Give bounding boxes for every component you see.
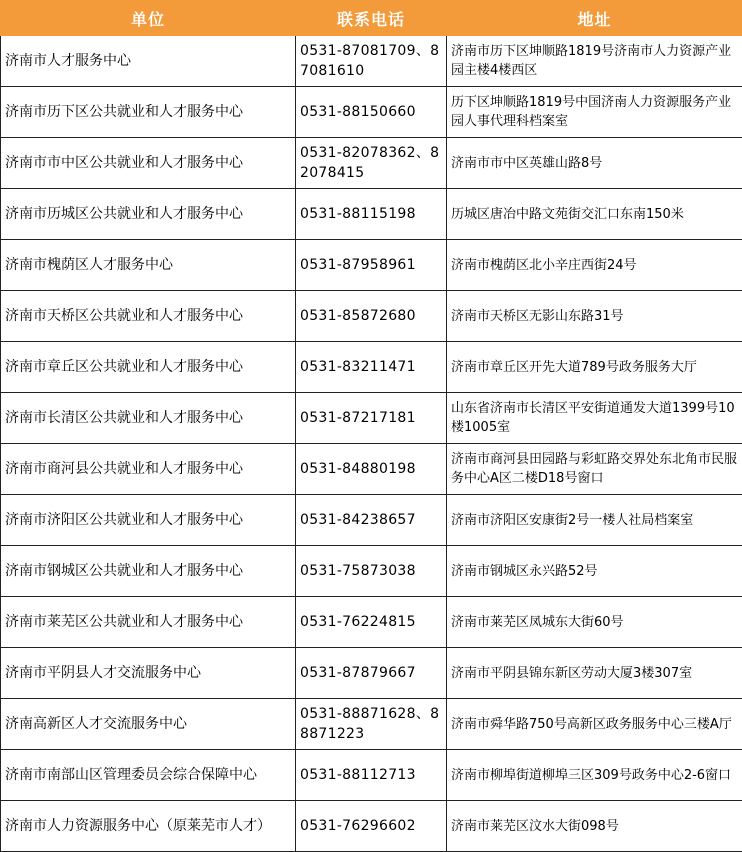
table-row xyxy=(1,444,742,495)
address-cell: 济南市天桥区无影山东路31号 xyxy=(447,291,742,342)
address-cell: 济南市历下区坤顺路1819号济南市人力资源产业园主楼4楼西区 xyxy=(447,36,742,87)
phone-cell: 0531-76224815 xyxy=(296,597,447,648)
address-cell: 济南市章丘区开先大道789号政务服务大厅 xyxy=(447,342,742,393)
table-row xyxy=(1,495,742,546)
phone-cell: 0531-88112713 xyxy=(296,750,447,801)
table-row xyxy=(1,87,742,138)
table-header xyxy=(1,1,742,36)
address-cell: 济南市商河县田园路与彩虹路交界处东北角市民服务中心A区二楼D18号窗口 xyxy=(447,444,742,495)
phone-cell: 0531-88871628、88871223 xyxy=(296,699,447,750)
table-row xyxy=(1,699,742,750)
address-cell: 济南市济阳区安康街2号一楼人社局档案室 xyxy=(447,495,742,546)
phone-cell: 0531-82078362、82078415 xyxy=(296,138,447,189)
unit-cell: 济南市天桥区公共就业和人才服务中心 xyxy=(1,291,296,342)
address-cell: 济南市平阴县锦东新区劳动大厦3楼307室 xyxy=(447,648,742,699)
table-row xyxy=(1,546,742,597)
phone-cell: 0531-87217181 xyxy=(296,393,447,444)
phone-cell: 0531-83211471 xyxy=(296,342,447,393)
table-row xyxy=(1,36,742,87)
address-cell: 济南市莱芜区凤城东大街60号 xyxy=(447,597,742,648)
header-address: 地址 xyxy=(447,1,742,36)
phone-cell: 0531-87081709、87081610 xyxy=(296,36,447,87)
unit-cell: 济南市平阴县人才交流服务中心 xyxy=(1,648,296,699)
unit-cell: 济南市商河县公共就业和人才服务中心 xyxy=(1,444,296,495)
unit-cell: 济南市长清区公共就业和人才服务中心 xyxy=(1,393,296,444)
table-row xyxy=(1,750,742,801)
phone-cell: 0531-88150660 xyxy=(296,87,447,138)
table-row xyxy=(1,393,742,444)
header-row xyxy=(1,1,742,36)
unit-cell: 济南市人才服务中心 xyxy=(1,36,296,87)
phone-cell: 0531-76296602 xyxy=(296,801,447,852)
unit-cell: 济南市市中区公共就业和人才服务中心 xyxy=(1,138,296,189)
table-row xyxy=(1,240,742,291)
table-row xyxy=(1,291,742,342)
address-cell: 济南市钢城区永兴路52号 xyxy=(447,546,742,597)
phone-cell: 0531-85872680 xyxy=(296,291,447,342)
table-row xyxy=(1,138,742,189)
unit-cell: 济南市人力资源服务中心（原莱芜市人才） xyxy=(1,801,296,852)
header-phone: 联系电话 xyxy=(296,1,447,36)
unit-cell: 济南市章丘区公共就业和人才服务中心 xyxy=(1,342,296,393)
address-cell: 济南市槐荫区北小辛庄西街24号 xyxy=(447,240,742,291)
table-row xyxy=(1,597,742,648)
table-row xyxy=(1,648,742,699)
unit-cell: 济南市历城区公共就业和人才服务中心 xyxy=(1,189,296,240)
unit-cell: 济南市历下区公共就业和人才服务中心 xyxy=(1,87,296,138)
phone-cell: 0531-87879667 xyxy=(296,648,447,699)
address-cell: 山东省济南市长清区平安街道通发大道1399号10楼1005室 xyxy=(447,393,742,444)
phone-cell: 0531-87958961 xyxy=(296,240,447,291)
unit-cell: 济南市槐荫区人才服务中心 xyxy=(1,240,296,291)
address-cell: 济南市市中区英雄山路8号 xyxy=(447,138,742,189)
table-row xyxy=(1,189,742,240)
address-cell: 济南市柳埠街道柳埠三区309号政务中心2-6窗口 xyxy=(447,750,742,801)
address-cell: 历城区唐冶中路文苑街交汇口东南150米 xyxy=(447,189,742,240)
unit-cell: 济南市莱芜区公共就业和人才服务中心 xyxy=(1,597,296,648)
address-cell: 济南市莱芜区汶水大街098号 xyxy=(447,801,742,852)
table-body xyxy=(1,36,742,852)
unit-cell: 济南市济阳区公共就业和人才服务中心 xyxy=(1,495,296,546)
phone-cell: 0531-84238657 xyxy=(296,495,447,546)
phone-cell: 0531-84880198 xyxy=(296,444,447,495)
header-unit: 单位 xyxy=(1,1,296,36)
phone-cell: 0531-88115198 xyxy=(296,189,447,240)
unit-cell: 济南市南部山区管理委员会综合保障中心 xyxy=(1,750,296,801)
table-row xyxy=(1,801,742,852)
unit-cell: 济南市钢城区公共就业和人才服务中心 xyxy=(1,546,296,597)
phone-cell: 0531-75873038 xyxy=(296,546,447,597)
unit-cell: 济南高新区人才交流服务中心 xyxy=(1,699,296,750)
table-row xyxy=(1,342,742,393)
address-cell: 济南市舜华路750号高新区政务服务中心三楼A厅 xyxy=(447,699,742,750)
address-cell: 历下区坤顺路1819号中国济南人力资源服务产业园人事代理科档案室 xyxy=(447,87,742,138)
